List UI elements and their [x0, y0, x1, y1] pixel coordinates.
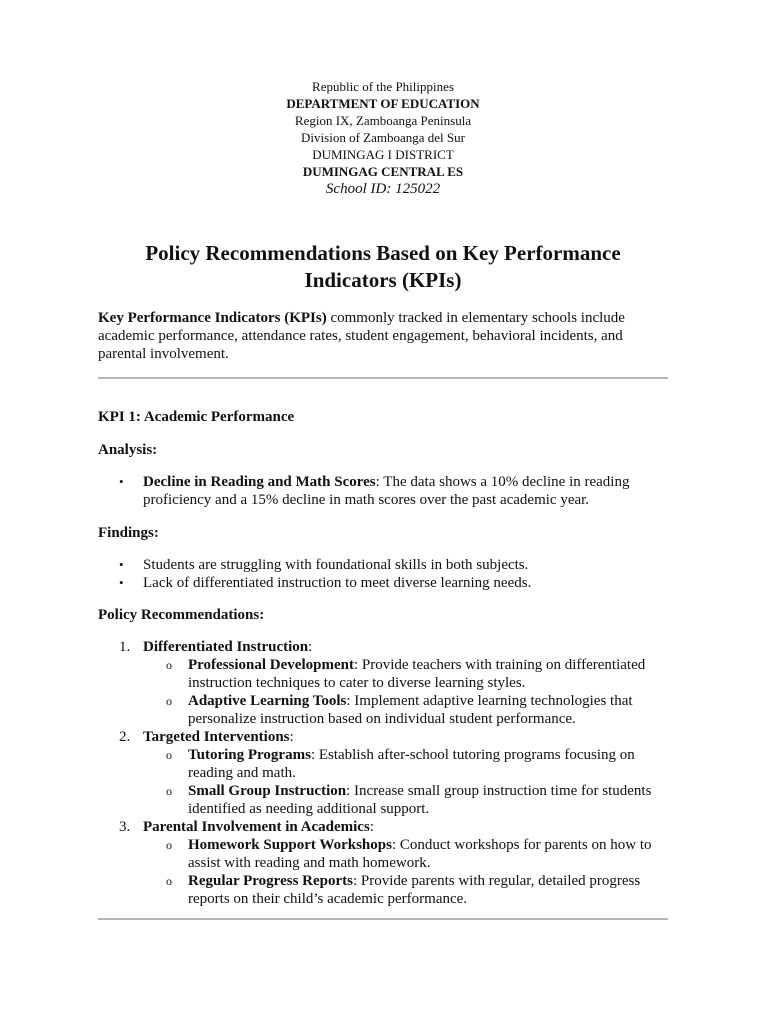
title-colon: : — [289, 729, 294, 745]
recommendation-title: Differentiated Instruction — [143, 639, 309, 655]
title-colon: : — [308, 639, 313, 655]
list-item — [143, 473, 668, 509]
intro-text: commonly tracked in elementary schools include academic performance, attendance rates, student engagement, behavioral incidents, and parental involvement. — [98, 310, 625, 362]
sub-item-bold: Professional Development — [188, 657, 354, 673]
analysis-heading: Analysis: — [98, 442, 158, 458]
title-colon: : — [369, 819, 374, 835]
document-page — [98, 78, 668, 920]
header-school: DUMINGAG CENTRAL ES — [302, 164, 464, 179]
sub-item-text: : Provide parents with regular, detailed progress reports on their child’s academic performance. — [188, 873, 641, 907]
sub-item-text: : Increase small group instruction time for students identified as needing additional support. — [188, 783, 652, 817]
intro-paragraph — [98, 309, 668, 363]
sub-item-bold: Regular Progress Reports — [188, 873, 353, 889]
divider-bottom — [98, 918, 668, 920]
findings-list — [98, 556, 668, 592]
header-region: Region IX, Zamboanga Peninsula — [294, 113, 472, 128]
list-item — [188, 656, 668, 692]
header-division: Division of Zamboanga del Sur — [301, 130, 465, 145]
kpi-heading: KPI 1: Academic Performance — [98, 409, 295, 425]
recommendation-item — [119, 818, 668, 908]
page-title: Policy Recommendations Based on Key Performance Indicators (KPIs) — [145, 241, 621, 292]
list-item — [188, 872, 668, 908]
sub-item-text: : Implement adaptive learning technologies that personalize instruction based on individual student performance. — [188, 693, 633, 727]
list-item: • Lack of differentiated instruction to meet diverse learning needs. — [143, 574, 668, 592]
sub-list — [143, 656, 668, 728]
header-republic: Republic of the Philippines — [312, 79, 454, 94]
header-school-id: School ID: 125022 — [325, 181, 441, 197]
sub-item-bold: Tutoring Programs — [188, 747, 311, 763]
sub-item-text: : Conduct workshops for parents on how to assist with reading and math homework. — [188, 837, 652, 871]
policy-heading: Policy Recommendations: — [98, 607, 265, 623]
item-number: 2. — [119, 729, 131, 745]
recommendation-item — [119, 638, 668, 728]
sub-item-bold: Small Group Instruction — [188, 783, 347, 799]
item-number: 1. — [119, 639, 131, 655]
letterhead — [98, 78, 668, 199]
recommendation-title: Targeted Interventions — [143, 729, 290, 745]
analysis-item-text: : The data shows a 10% decline in reading proficiency and a 15% decline in math scores over the past academic year. — [143, 474, 630, 508]
sub-item-text: : Provide teachers with training on differentiated instruction techniques to cater to diverse learning styles. — [188, 657, 646, 691]
recommendations-list — [98, 638, 668, 908]
sub-list — [143, 746, 668, 818]
recommendation-title: Parental Involvement in Academics — [143, 819, 370, 835]
findings-heading: Findings: — [98, 525, 159, 541]
intro-bold: Key Performance Indicators (KPIs) — [98, 310, 327, 326]
sub-item-bold: Adaptive Learning Tools — [188, 693, 347, 709]
recommendation-item — [119, 728, 668, 818]
header-department: DEPARTMENT OF EDUCATION — [286, 96, 480, 111]
item-number: 3. — [119, 819, 131, 835]
list-item — [188, 782, 668, 818]
analysis-item-bold: Decline in Reading and Math Scores — [143, 474, 376, 490]
list-item: • Students are struggling with foundational skills in both subjects. — [143, 556, 668, 574]
header-district: DUMINGAG I DISTRICT — [312, 147, 454, 162]
sub-item-bold: Homework Support Workshops — [188, 837, 392, 853]
sub-item-text: : Establish after-school tutoring programs focusing on reading and math. — [188, 747, 635, 781]
divider-top — [98, 377, 668, 379]
list-item — [188, 746, 668, 782]
list-item — [188, 836, 668, 872]
list-item — [188, 692, 668, 728]
analysis-list — [98, 473, 668, 509]
sub-list — [143, 836, 668, 908]
